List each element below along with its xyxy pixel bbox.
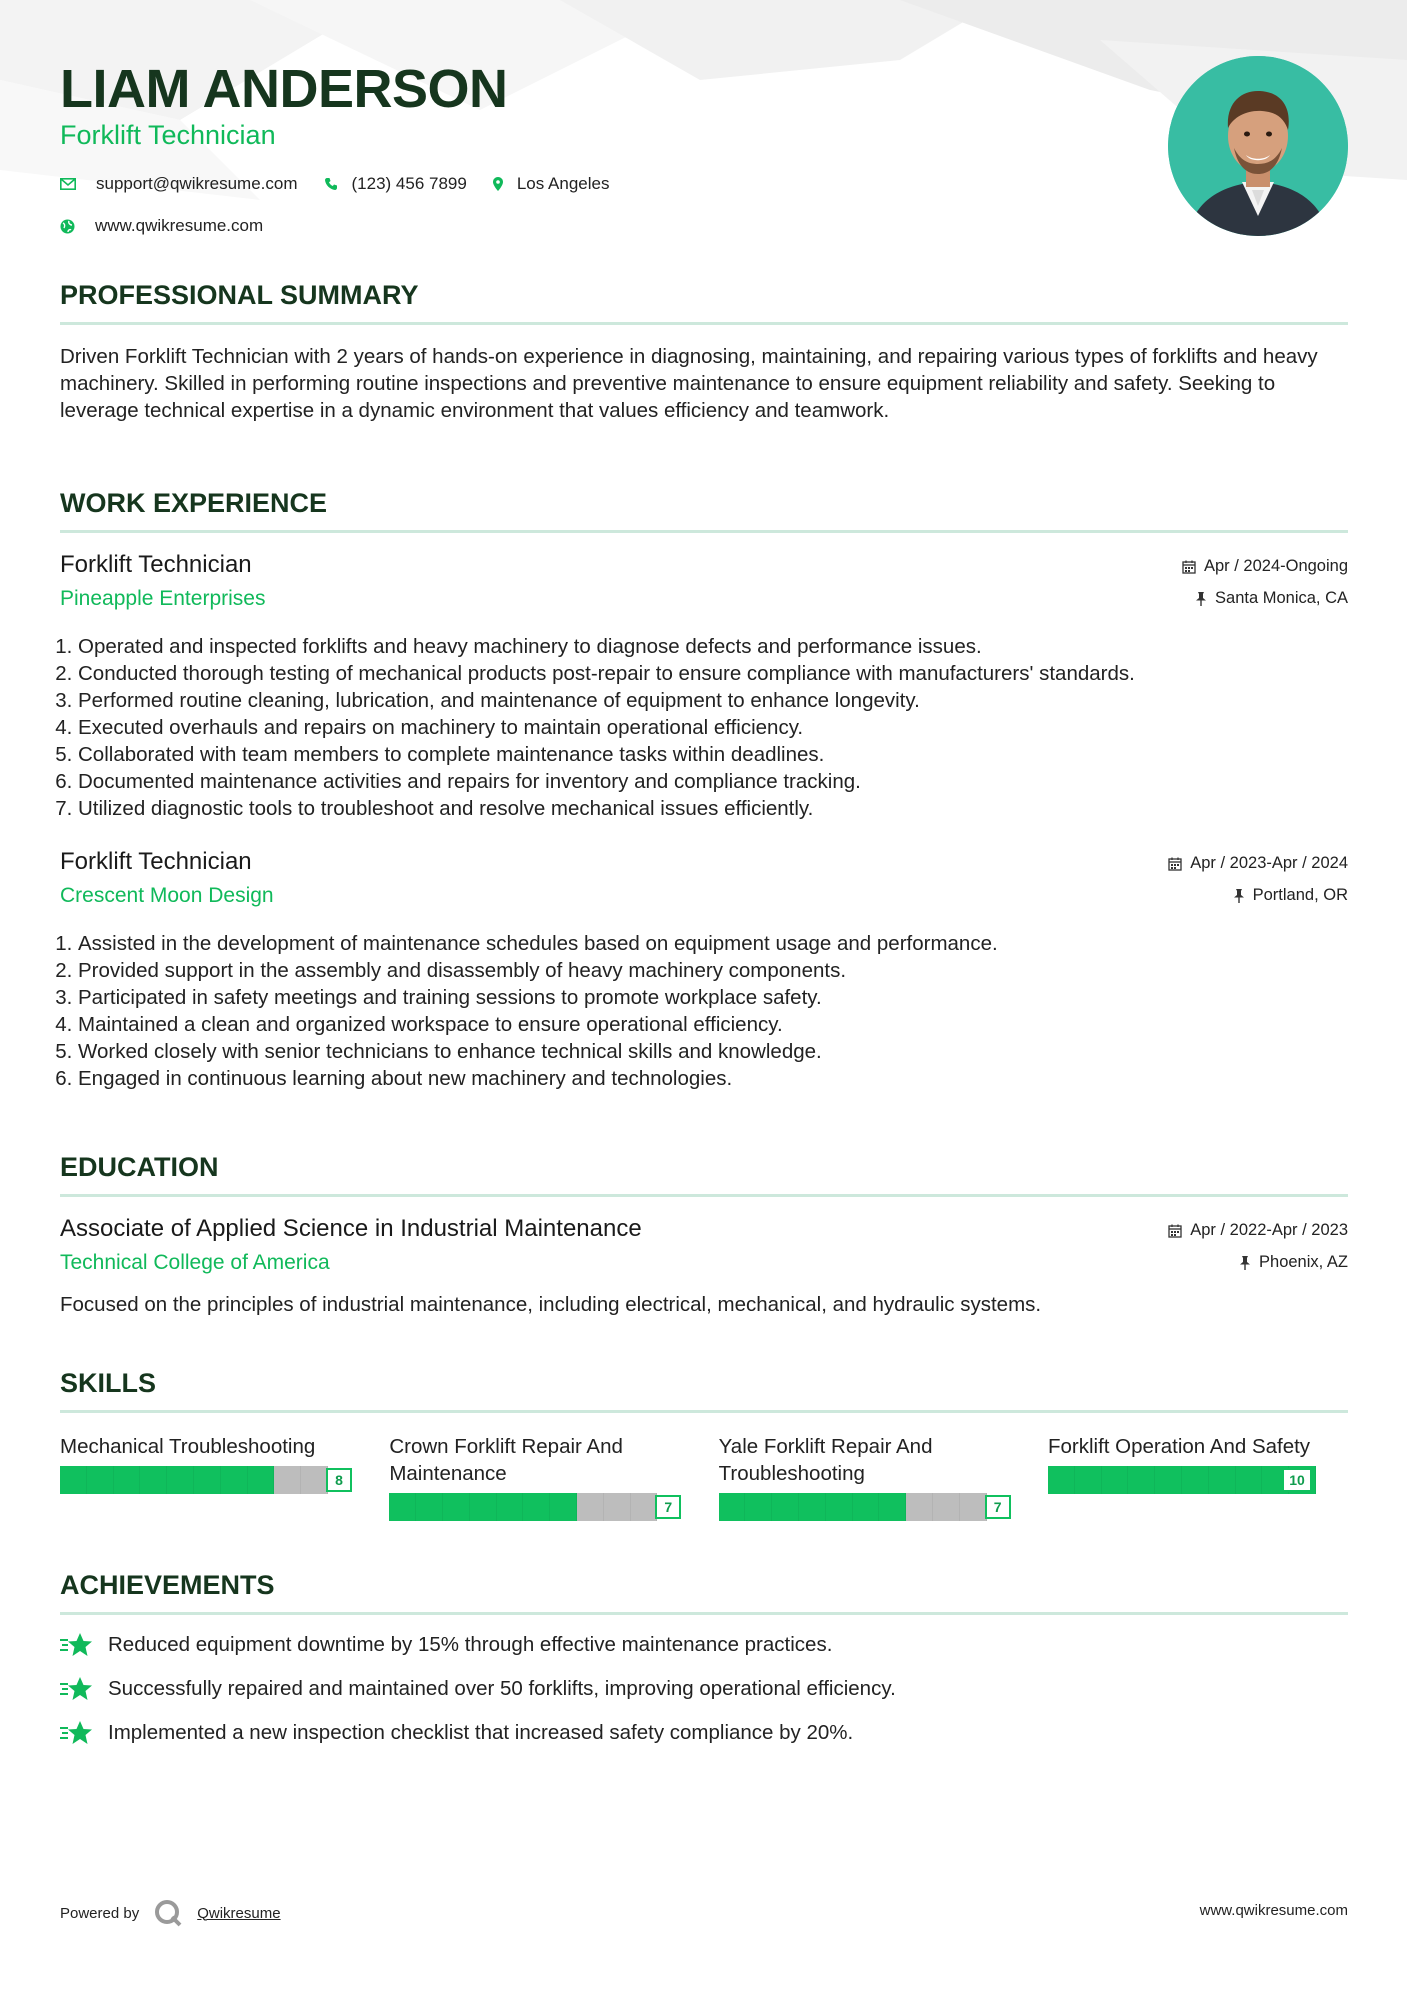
pushpin-icon [1195, 592, 1207, 606]
skill-segment-filled [1182, 1466, 1209, 1494]
section-divider [60, 322, 1348, 325]
list-item: 1. Operated and inspected forklifts and heavy machinery to diagnose defects and performance issues. [78, 633, 1348, 660]
avatar-portrait [1168, 56, 1348, 236]
website-text: www.qwikresume.com [95, 216, 264, 235]
job-location-text: Santa Monica, CA [1215, 589, 1348, 607]
powered-by [60, 1898, 281, 1928]
skill-meter [719, 1493, 1019, 1521]
pushpin-icon [1239, 1256, 1251, 1270]
summary-text: Driven Forklift Technician with 2 years of hands-on experience in diagnosing, maintaining, and repairing various types of forklifts and heavy machinery. Skilled in performing routine inspections and preventive maintenance to ensure equipment reliability and safety. Seeking to leverage technical expertise in a dynamic environment that values efficiency and teamwork. [60, 345, 1318, 422]
skill-segment-empty [933, 1493, 960, 1521]
skill-segment-filled [1102, 1466, 1129, 1494]
location-text: Los Angeles [516, 174, 610, 193]
candidate-title: Forklift Technician [60, 120, 276, 150]
education-location [1239, 1253, 1348, 1272]
achievements-heading: ACHIEVEMENTS [60, 1570, 275, 1600]
skill-item [389, 1433, 689, 1521]
skill-segment-filled [523, 1493, 550, 1521]
skill-bar-track [719, 1493, 987, 1521]
website-item[interactable] [60, 216, 263, 236]
company-name: Crescent Moon Design [60, 884, 274, 907]
education-dates-text: Apr / 2022-Apr / 2023 [1190, 1221, 1348, 1239]
list-item: 5. Collaborated with team members to complete maintenance tasks within deadlines. [78, 741, 1348, 768]
phone-item[interactable] [324, 174, 467, 194]
list-item: 7. Utilized diagnostic tools to troubleshoot and resolve mechanical issues efficiently. [78, 795, 1348, 822]
envelope-icon [60, 178, 76, 190]
job-dates-text: Apr / 2024-Ongoing [1203, 557, 1348, 575]
achievement-text: Implemented a new inspection checklist that increased safety compliance by 20%. [108, 1721, 854, 1744]
skill-level-value: 7 [985, 1495, 1011, 1519]
achievement-item [60, 1719, 1348, 1747]
skill-segment-filled [167, 1466, 194, 1494]
skill-name: Crown Forklift Repair And Maintenance [389, 1435, 623, 1485]
skill-level-value: 8 [326, 1468, 352, 1492]
section-divider [60, 530, 1348, 533]
calendar-icon [1168, 857, 1182, 871]
list-item: 2. Provided support in the assembly and disassembly of heavy machinery components. [78, 957, 1348, 984]
experience-heading: WORK EXPERIENCE [60, 488, 328, 518]
skill-segment-filled [772, 1493, 799, 1521]
phone-text: (123) 456 7899 [351, 174, 467, 193]
education-section [60, 1150, 1348, 1318]
achievement-item [60, 1631, 1348, 1659]
job-dates [1182, 557, 1348, 576]
skills-section [60, 1366, 1348, 1521]
skill-meter [60, 1466, 360, 1494]
map-pin-icon [493, 177, 503, 191]
skills-heading: SKILLS [60, 1368, 157, 1398]
skill-segment-filled [1236, 1466, 1263, 1494]
list-item: 4. Executed overhauls and repairs on machinery to maintain operational efficiency. [78, 714, 1348, 741]
achievement-text: Reduced equipment downtime by 15% through effective maintenance practices. [108, 1633, 833, 1656]
skill-segment-empty [604, 1493, 631, 1521]
brand-link[interactable]: Qwikresume [197, 1904, 281, 1922]
job-dates-text: Apr / 2023-Apr / 2024 [1190, 854, 1348, 872]
degree-title: Associate of Applied Science in Industrial Maintenance [60, 1215, 642, 1242]
skill-segment-filled [1209, 1466, 1236, 1494]
education-description: Focused on the principles of industrial maintenance, including electrical, mechanical, and hydraulic systems. [60, 1293, 1042, 1316]
skill-segment-filled [826, 1493, 853, 1521]
location-item [493, 174, 610, 194]
skill-item [1048, 1433, 1348, 1521]
skill-level-value: 10 [1282, 1468, 1312, 1492]
skill-segment-filled [221, 1466, 248, 1494]
skill-name: Forklift Operation And Safety [1047, 1435, 1311, 1458]
duties-list [60, 930, 1348, 1092]
company-name: Pineapple Enterprises [60, 587, 266, 610]
skill-segment-filled [140, 1466, 167, 1494]
job-entry [60, 848, 1348, 1092]
achievements-section [60, 1568, 1348, 1747]
star-badge-icon [60, 1632, 92, 1658]
globe-icon [60, 219, 75, 234]
qwikresume-logo-icon [153, 1898, 183, 1928]
skill-segment-empty [960, 1493, 987, 1521]
list-item: 6. Documented maintenance activities and repairs for inventory and compliance tracking. [78, 768, 1348, 795]
skill-segment-filled [60, 1466, 87, 1494]
skill-item [60, 1433, 360, 1521]
education-heading: EDUCATION [60, 1152, 219, 1182]
list-item: 6. Engaged in continuous learning about new machinery and technologies. [78, 1065, 1348, 1092]
job-location [1233, 886, 1348, 905]
section-divider [60, 1612, 1348, 1615]
job-location-text: Portland, OR [1252, 886, 1348, 904]
list-item: 3. Participated in safety meetings and training sessions to promote workplace safety. [78, 984, 1348, 1011]
skill-segment-empty [631, 1493, 658, 1521]
skill-segment-filled [550, 1493, 577, 1521]
list-item: 3. Performed routine cleaning, lubrication, and maintenance of equipment to enhance longevity. [78, 687, 1348, 714]
contact-info [60, 172, 635, 256]
skill-segment-filled [745, 1493, 772, 1521]
skill-segment-filled [114, 1466, 141, 1494]
skill-segment-filled [194, 1466, 221, 1494]
skill-segment-empty [906, 1493, 933, 1521]
skill-bar-track [389, 1493, 657, 1521]
skill-segment-empty [274, 1466, 301, 1494]
skill-name: Mechanical Troubleshooting [60, 1435, 316, 1458]
job-location [1195, 589, 1348, 608]
star-badge-icon [60, 1676, 92, 1702]
summary-section [60, 278, 1348, 424]
list-item: 4. Maintained a clean and organized workspace to ensure operational efficiency. [78, 1011, 1348, 1038]
calendar-icon [1168, 1224, 1182, 1238]
skill-segment-filled [443, 1493, 470, 1521]
footer-url[interactable]: www.qwikresume.com [1199, 1902, 1348, 1919]
school-name: Technical College of America [60, 1251, 330, 1274]
skill-segment-filled [1128, 1466, 1155, 1494]
skill-segment-filled [416, 1493, 443, 1521]
duties-list [60, 633, 1348, 822]
skill-segment-filled [248, 1466, 275, 1494]
skill-segment-empty [301, 1466, 328, 1494]
list-item: 1. Assisted in the development of maintenance schedules based on equipment usage and performance. [78, 930, 1348, 957]
achievement-item [60, 1675, 1348, 1703]
skill-segment-filled [87, 1466, 114, 1494]
powered-by-label: Powered by [60, 1904, 140, 1922]
skill-segment-filled [1075, 1466, 1102, 1494]
achievement-text: Successfully repaired and maintained over 50 forklifts, improving operational efficiency. [108, 1677, 896, 1700]
skill-bar-track [60, 1466, 328, 1494]
experience-section [60, 486, 1348, 1092]
job-title: Forklift Technician [60, 848, 252, 875]
education-entry [60, 1215, 1348, 1318]
skill-name: Yale Forklift Repair And Troubleshooting [718, 1435, 933, 1485]
candidate-name: LIAM ANDERSON [60, 59, 508, 119]
education-location-text: Phoenix, AZ [1259, 1253, 1348, 1271]
email-text: support@qwikresume.com [96, 174, 298, 193]
section-divider [60, 1194, 1348, 1197]
skill-bar-track [1048, 1466, 1316, 1494]
email-item[interactable] [60, 174, 298, 194]
section-divider [60, 1410, 1348, 1413]
pushpin-icon [1233, 889, 1245, 903]
skill-segment-filled [1048, 1466, 1075, 1494]
skill-segment-empty [577, 1493, 604, 1521]
skills-list [60, 1433, 1348, 1521]
calendar-icon [1182, 560, 1196, 574]
skill-segment-filled [470, 1493, 497, 1521]
list-item: 2. Conducted thorough testing of mechanical products post-repair to ensure compliance with manufacturers' standards. [78, 660, 1348, 687]
list-item: 5. Worked closely with senior technicians to enhance technical skills and knowledge. [78, 1038, 1348, 1065]
skill-segment-filled [497, 1493, 524, 1521]
skill-segment-filled [389, 1493, 416, 1521]
skill-meter [1048, 1466, 1348, 1494]
skill-segment-filled [853, 1493, 880, 1521]
job-dates [1168, 854, 1348, 873]
summary-heading: PROFESSIONAL SUMMARY [60, 280, 419, 310]
profile-photo [1168, 56, 1348, 236]
skill-segment-filled [719, 1493, 746, 1521]
job-title: Forklift Technician [60, 551, 252, 578]
skill-level-value: 7 [655, 1495, 681, 1519]
job-entry [60, 551, 1348, 822]
star-badge-icon [60, 1720, 92, 1746]
skill-meter [389, 1493, 689, 1521]
skill-item [719, 1433, 1019, 1521]
phone-icon [324, 177, 338, 191]
skill-segment-filled [1155, 1466, 1182, 1494]
skill-segment-filled [799, 1493, 826, 1521]
skill-segment-filled [879, 1493, 906, 1521]
education-dates [1168, 1221, 1348, 1240]
